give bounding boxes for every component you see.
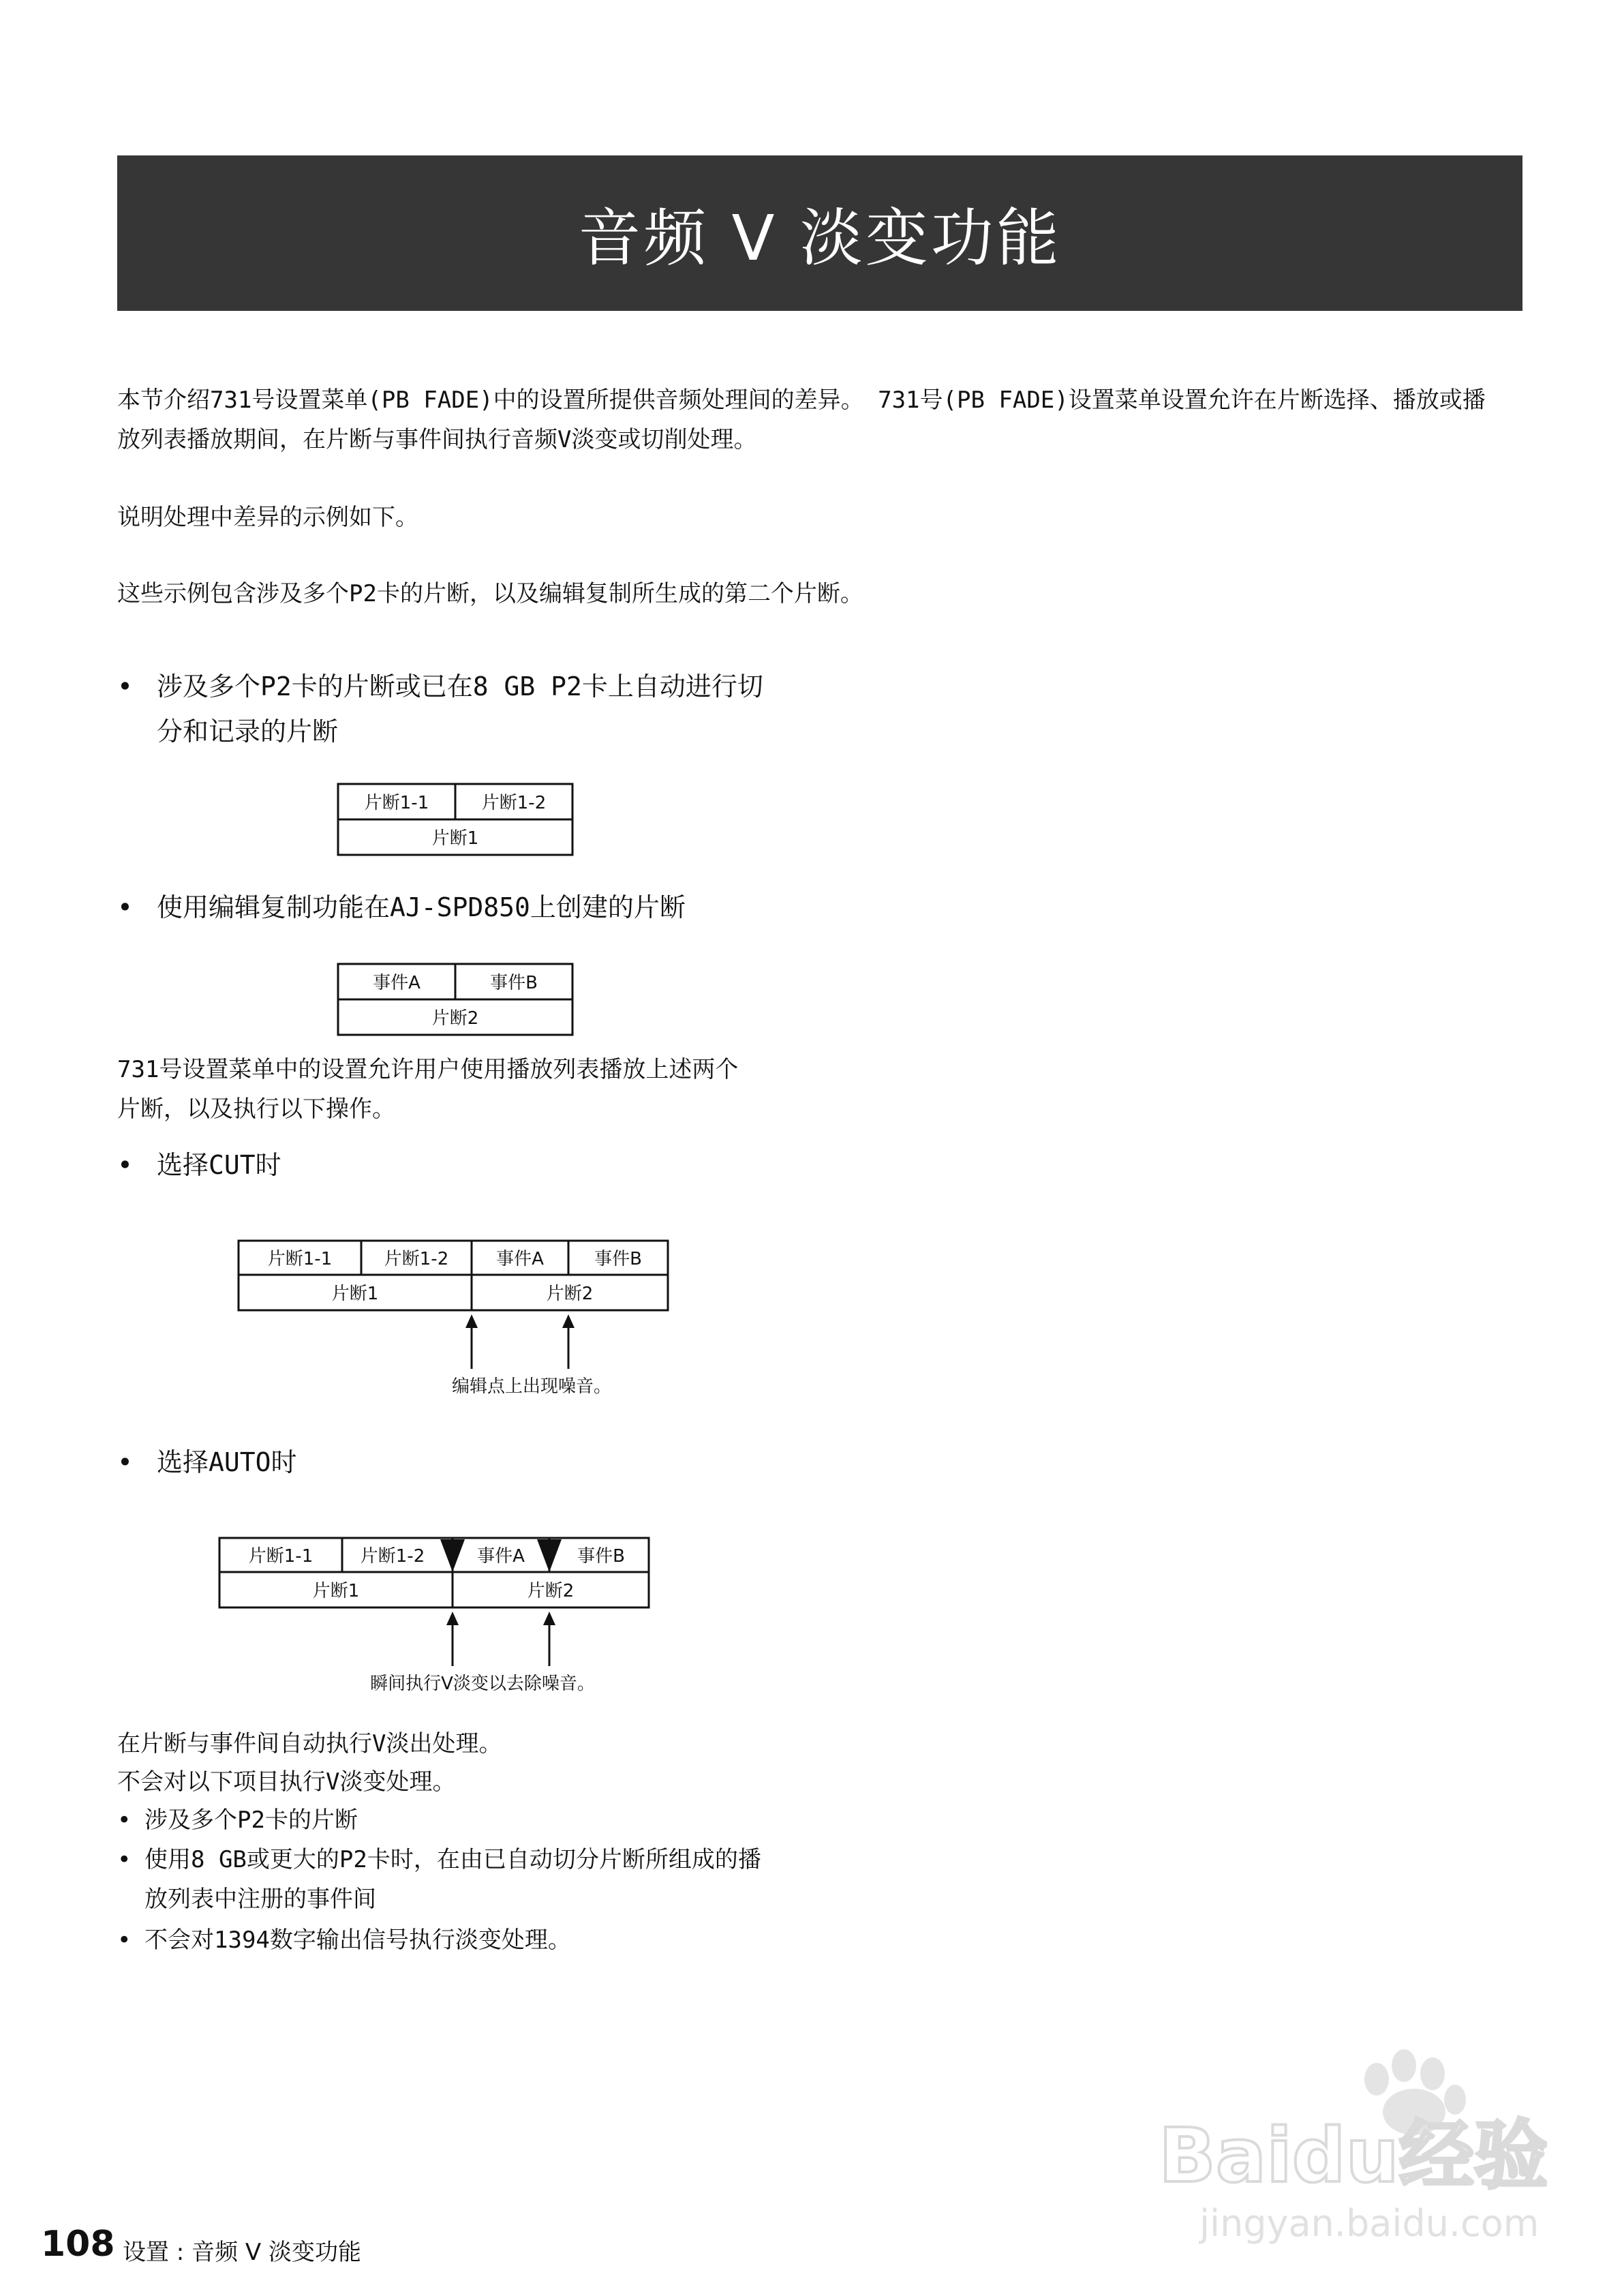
bullet-dot: • (117, 1150, 133, 1180)
diagram3-cell-2: 片断1-2 (384, 1249, 449, 1269)
closing-line-1: 在片断与事件间自动执行V淡出处理。 (117, 1730, 502, 1757)
baidu-watermark (1152, 2031, 1547, 2263)
diagram1-bottom: 片断1 (431, 828, 479, 849)
diagram1-cell-1: 片断1-1 (364, 793, 429, 813)
bullet-4-line-1: 选择AUTO时 (157, 1447, 297, 1477)
diagram4-bottom-1: 片断1 (312, 1581, 360, 1601)
diagram4-cell-1: 片断1-1 (248, 1546, 313, 1567)
fade-marker-2 (537, 1539, 562, 1572)
diagram1-cell-2: 片断1-2 (481, 793, 547, 813)
page-title: 音频 V 淡变功能 (117, 155, 1522, 311)
note-item-3-text: 不会对1394数字输出信号执行淡变处理。 (144, 1927, 571, 1954)
bullet-dot: • (117, 1927, 132, 1954)
bullet-dot: • (117, 1447, 133, 1477)
bullet-2-line-1: 使用编辑复制功能在AJ-SPD850上创建的片断 (157, 892, 686, 922)
diagram-clip2 (337, 963, 575, 1040)
page-number: 108 (41, 2224, 115, 2265)
diagram2-cell-2: 事件B (490, 973, 538, 993)
intro-paragraph (117, 380, 1528, 459)
note-item-2-continuation: 放列表中注册的事件间 (144, 1886, 376, 1913)
diagram4-caption: 瞬间执行V淡变以去除噪音。 (370, 1674, 595, 1694)
bullet-dot: • (117, 671, 133, 701)
examples-text: 说明处理中差异的示例如下。 (117, 504, 418, 531)
diagram3-caption: 编辑点上出现噪音。 (451, 1376, 612, 1397)
watermark-brand: Baidu经验 (1159, 2112, 1547, 2199)
note-item-2-text: 使用8 GB或更大的P2卡时，在由已自动切分片断所组成的播 (144, 1846, 761, 1873)
arrowhead-4 (543, 1612, 555, 1625)
includes-text: 这些示例包含涉及多个P2卡的片断，以及编辑复制所生成的第二个片断。 (117, 580, 863, 607)
bullet-3-line-1: 选择CUT时 (157, 1150, 281, 1180)
intro-line-1: 本节介绍731号设置菜单(PB FADE)中的设置所提供音频处理间的差异。 731号(PB FADE)设置菜单设置允许在片断选择、播放或播 (117, 387, 1486, 414)
bullet-dot: • (117, 1807, 132, 1834)
watermark-url: jingyan.baidu.com (1199, 2202, 1540, 2245)
bullet-dot: • (117, 892, 133, 922)
diagram3-cell-1: 片断1-1 (267, 1249, 333, 1269)
diagram4-cell-3: 事件A (477, 1546, 525, 1567)
menu-note-line-2: 片断，以及执行以下操作。 (117, 1096, 395, 1123)
closing-line-2: 不会对以下项目执行V淡变处理。 (117, 1768, 456, 1796)
diagram2-cell-1: 事件A (373, 973, 420, 993)
bullet-1-line-1: 涉及多个P2卡的片断或已在8 GB P2卡上自动进行切 (157, 671, 763, 701)
bullet-dot: • (117, 1846, 132, 1873)
fade-marker-1 (440, 1539, 465, 1572)
arrowhead-2 (562, 1314, 575, 1328)
diagram-cut (237, 1239, 673, 1419)
diagram-clip1 (337, 783, 575, 860)
diagram3-bottom-2: 片断2 (546, 1284, 594, 1304)
diagram3-cell-4: 事件B (594, 1249, 642, 1269)
diagram3-bottom-1: 片断1 (331, 1284, 379, 1304)
diagram2-bottom: 片断2 (431, 1008, 479, 1029)
diagram4-cell-4: 事件B (577, 1546, 625, 1567)
arrowhead-1 (465, 1314, 478, 1328)
bullet-1-line-2: 分和记录的片断 (157, 716, 339, 746)
diagram3-cell-3: 事件A (496, 1249, 544, 1269)
diagram-auto (218, 1537, 654, 1717)
arrowhead-3 (446, 1612, 459, 1625)
footer-section: 设置 : 音频 V 淡变功能 (123, 2239, 361, 2266)
menu-note (117, 1050, 1528, 1129)
note-item-1-text: 涉及多个P2卡的片断 (144, 1807, 358, 1834)
diagram4-cell-2: 片断1-2 (360, 1546, 425, 1567)
diagram4-bottom-2: 片断2 (527, 1581, 575, 1601)
intro-line-2: 放列表播放期间，在片断与事件间执行音频V淡变或切削处理。 (117, 426, 757, 453)
menu-note-line-1: 731号设置菜单中的设置允许用户使用播放列表播放上述两个 (117, 1056, 739, 1083)
